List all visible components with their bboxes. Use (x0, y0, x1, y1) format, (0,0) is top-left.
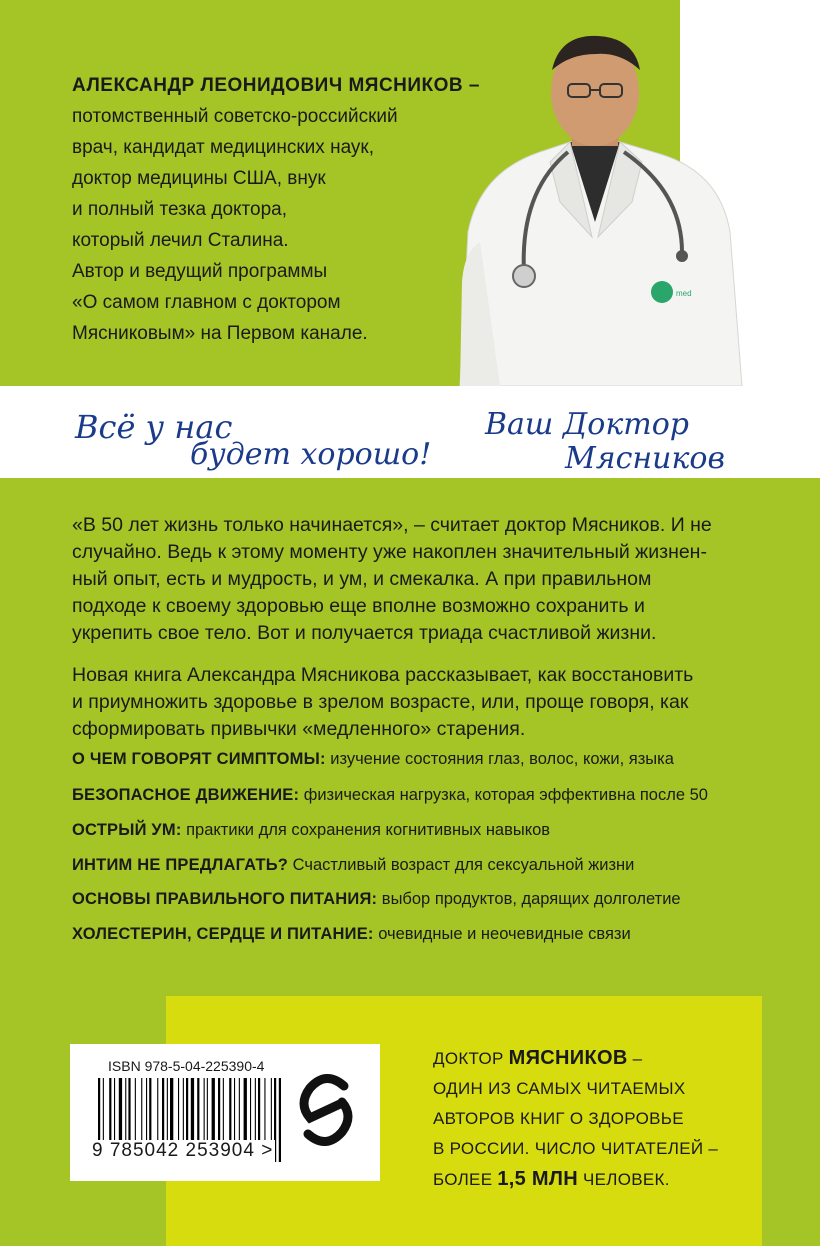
promo-text (433, 1043, 753, 1195)
bio-line: и полный тезка доктора, (72, 199, 288, 220)
bio-line: который лечил Сталина. (72, 230, 289, 251)
signature-strip (0, 386, 820, 478)
topic-item (72, 890, 792, 909)
promo-text-part: – (627, 1049, 643, 1068)
bio-line: Мясниковым» на Первом канале. (72, 323, 368, 344)
isbn-label: ISBN 978-5-04-225390-4 (108, 1058, 265, 1074)
topic-item (72, 856, 792, 875)
topic-item (72, 750, 792, 769)
topic-desc: физическая нагрузка, которая эффективна после 50 (299, 786, 708, 804)
bio-line: доктор медицины США, внук (72, 168, 326, 189)
promo-text-part: ДОКТОР (433, 1049, 509, 1068)
promo-line: АВТОРОВ КНИГ О ЗДОРОВЬЕ (433, 1109, 684, 1128)
publisher-logo-icon (296, 1068, 356, 1152)
promo-text-part: БОЛЕЕ (433, 1170, 498, 1189)
bio-line: «О самом главном с доктором (72, 292, 341, 313)
bio-line: потомственный советско-российский (72, 106, 398, 127)
paragraph-line: Новая книга Александра Мясникова рассказывает, как восстановить (72, 664, 694, 686)
topic-title: ОСТРЫЙ УМ: (72, 821, 182, 839)
topic-title: ХОЛЕСТЕРИН, СЕРДЦЕ И ПИТАНИЕ: (72, 925, 374, 943)
promo-bold-number: 1,5 МЛН (497, 1168, 578, 1190)
signature-line: Всё у нас (75, 408, 233, 446)
topic-title: ОСНОВЫ ПРАВИЛЬНОГО ПИТАНИЯ: (72, 890, 378, 908)
topic-title: О ЧЕМ ГОВОРЯТ СИМПТОМЫ: (72, 750, 326, 768)
paragraph-line: ный опыт, есть и мудрость, и ум, и смекалка. А при правильном (72, 568, 652, 590)
promo-line (433, 1164, 753, 1195)
topic-desc: Счастливый возраст для сексуальной жизни (288, 856, 635, 874)
promo-bold-name: МЯСНИКОВ (508, 1047, 628, 1069)
svg-text:med: med (676, 289, 692, 298)
paragraph-line: укрепить свое тело. Вот и получается триада счастливой жизни. (72, 622, 657, 644)
promo-line: ОДИН ИЗ САМЫХ ЧИТАЕМЫХ (433, 1079, 686, 1098)
topic-desc: изучение состояния глаз, волос, кожи, языка (325, 750, 674, 768)
handwritten-signature (0, 386, 820, 478)
topic-item (72, 821, 792, 840)
signature-line: Ваш Доктор (485, 407, 689, 442)
topic-item (72, 925, 792, 944)
promo-line: В РОССИИ. ЧИСЛО ЧИТАТЕЛЕЙ – (433, 1139, 719, 1158)
paragraph-line: сформировать привычки «медленного» старения. (72, 718, 526, 740)
promo-text-part: ЧЕЛОВЕК. (577, 1170, 670, 1189)
topic-desc: практики для сохранения когнитивных навыков (181, 821, 551, 839)
signature-line: будет хорошо! (190, 437, 432, 472)
paragraph-line: «В 50 лет жизнь только начинается», – считает доктор Мясников. И не (72, 514, 712, 536)
description-paragraph (72, 662, 762, 743)
paragraph-line: и приумножить здоровье в зрелом возрасте, или, проще говоря, как (72, 691, 689, 713)
topic-title: БЕЗОПАСНОЕ ДВИЖЕНИЕ: (72, 786, 300, 804)
author-name: АЛЕКСАНДР ЛЕОНИДОВИЧ МЯСНИКОВ – (72, 75, 480, 96)
description-paragraph (72, 512, 762, 647)
topic-item (72, 786, 792, 805)
bio-line: врач, кандидат медицинских наук, (72, 137, 375, 158)
paragraph-line: случайно. Ведь к этому моменту уже накоплен значительный жизнен- (72, 541, 707, 563)
signature-line: Мясников (565, 441, 725, 476)
paragraph-line: подходе к своему здоровью еще вполне возможно сохранить и (72, 595, 645, 617)
promo-line (433, 1043, 753, 1074)
bio-line: Автор и ведущий программы (72, 261, 328, 282)
author-photo (420, 22, 750, 386)
topic-desc: очевидные и неочевидные связи (373, 925, 631, 943)
ean-number: 9 785042 253904 > (92, 1140, 274, 1161)
topic-desc: выбор продуктов, дарящих долголетие (377, 890, 681, 908)
topic-title: ИНТИМ НЕ ПРЕДЛАГАТЬ? (72, 856, 289, 874)
